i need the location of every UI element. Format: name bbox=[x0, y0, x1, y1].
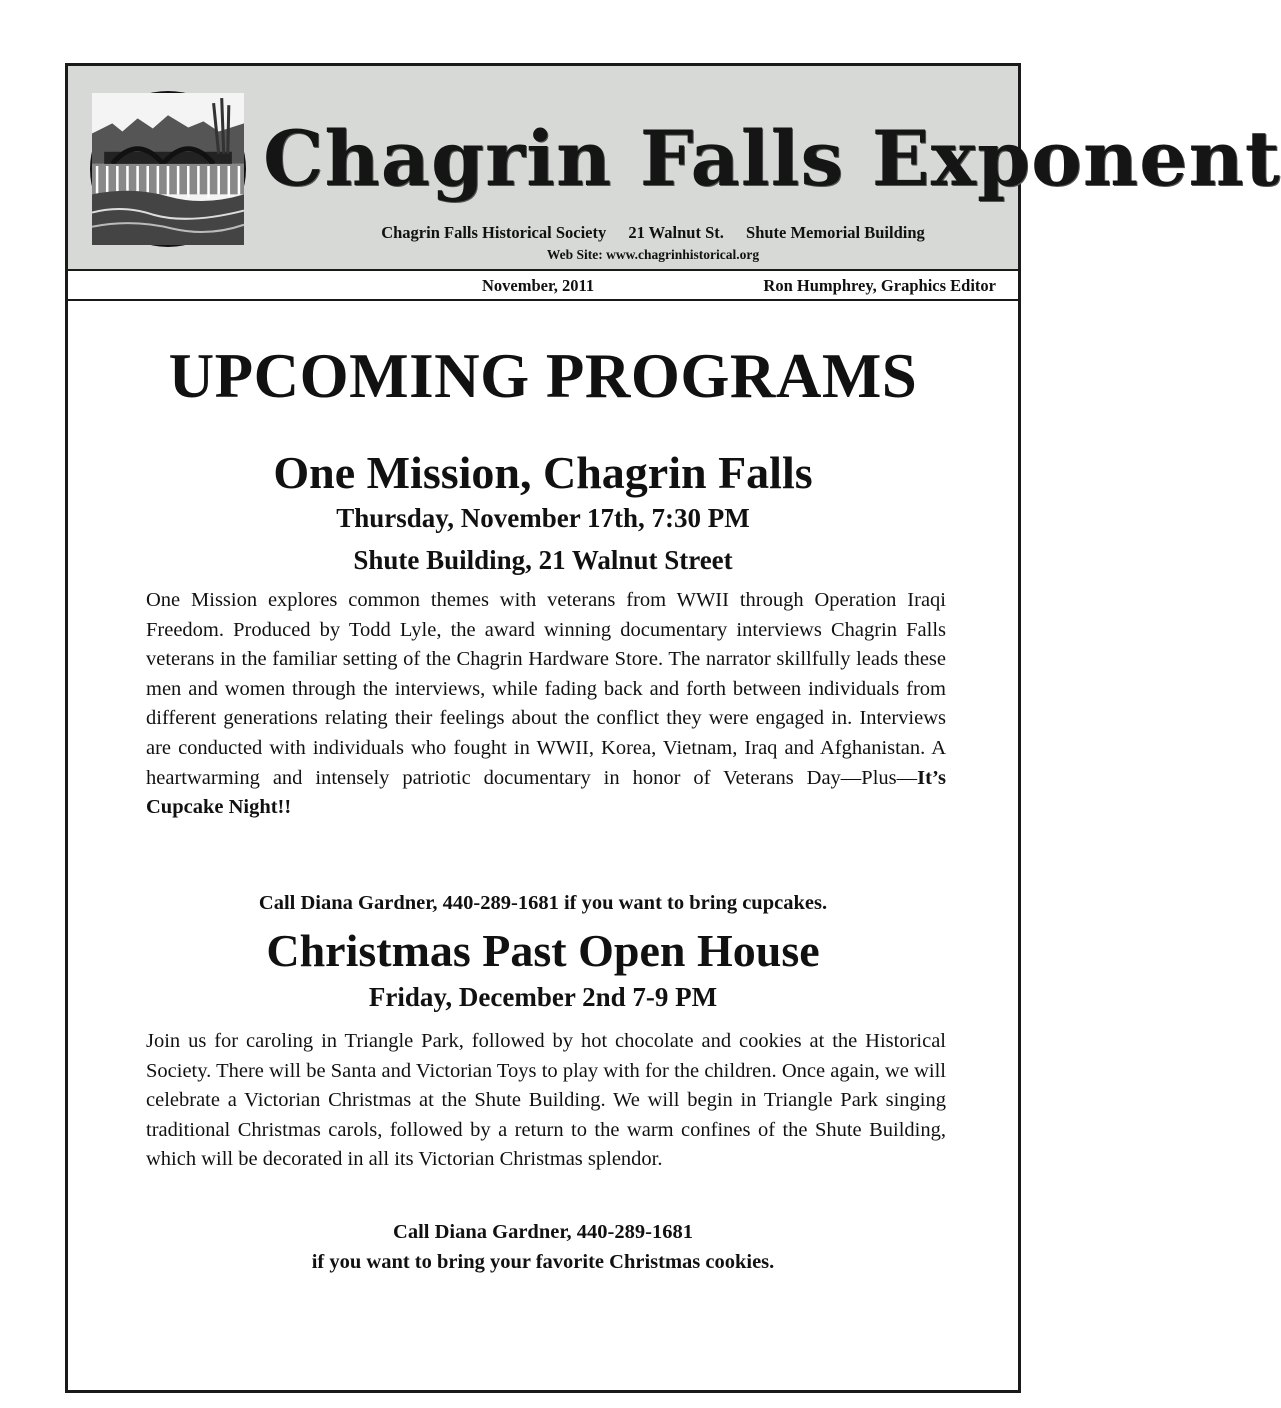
society-building: Shute Memorial Building bbox=[746, 223, 925, 242]
program1-title: One Mission, Chagrin Falls bbox=[273, 447, 813, 498]
program1-description bbox=[146, 586, 946, 823]
newsletter-page bbox=[65, 63, 1281, 1393]
website-line: Web Site: www.chagrinhistorical.org bbox=[546, 247, 760, 262]
cupcake-night-highlight: It’s Cupcake Night!! bbox=[146, 766, 946, 819]
graphics-editor: Ron Humphrey, Graphics Editor bbox=[763, 276, 996, 295]
program2-call-line1: Call Diana Gardner, 440-289-1681 bbox=[393, 1221, 693, 1243]
program1-datetime: Thursday, November 17th, 7:30 PM bbox=[336, 503, 750, 533]
program1-description-text: One Mission explores common themes with veterans from WWII through Operation Iraqi Freedom. Produced by Todd Lyle, the award winning documentary interviews Chagrin Falls veterans in the familiar setting of the Chagrin Hardware Store. The narrator skillfully leads these men and women through the interviews, while fading back and forth between individuals from different generations relating their feelings about the conflict they were engaged in. Interviews are conducted with individuals who fought in WWII, Korea, Vietnam, Iraq and Afghanistan. A heartwarming and intensely patriotic documentary in honor of Veterans Day—Plus— bbox=[146, 589, 946, 789]
society-info bbox=[308, 223, 998, 243]
society-name: Chagrin Falls Historical Society bbox=[381, 223, 607, 242]
program2-title: Christmas Past Open House bbox=[266, 925, 820, 976]
program2-call-line2: if you want to bring your favorite Christmas cookies. bbox=[311, 1251, 775, 1273]
masthead bbox=[68, 66, 1281, 271]
program1-call-note: Call Diana Gardner, 440-289-1681 if you want to bring cupcakes. bbox=[258, 892, 828, 914]
falls-seal-illustration bbox=[90, 91, 246, 247]
dateline bbox=[68, 271, 1018, 301]
program1-location: Shute Building, 21 Walnut Street bbox=[353, 545, 733, 575]
society-address: 21 Walnut St. bbox=[628, 223, 724, 242]
page-headline: UPCOMING PROGRAMS bbox=[168, 341, 918, 411]
program2-description: Join us for caroling in Triangle Park, followed by hot chocolate and cookies at the Historical Society. There will be Santa and Victorian Toys to play with for the children. Once again, we will celebrate a Victorian Christmas at the Shute Building. We will begin in Triangle Park singing traditional Christmas carols, followed by a return to the warm confines of the Shute Building, which will be decorated in all its Victorian Christmas splendor. bbox=[146, 1030, 946, 1171]
newsletter-title: Chagrin Falls Exponent bbox=[263, 114, 1281, 203]
program2-datetime: Friday, December 2nd 7-9 PM bbox=[368, 982, 718, 1012]
issue-date: November, 2011 bbox=[482, 276, 595, 295]
